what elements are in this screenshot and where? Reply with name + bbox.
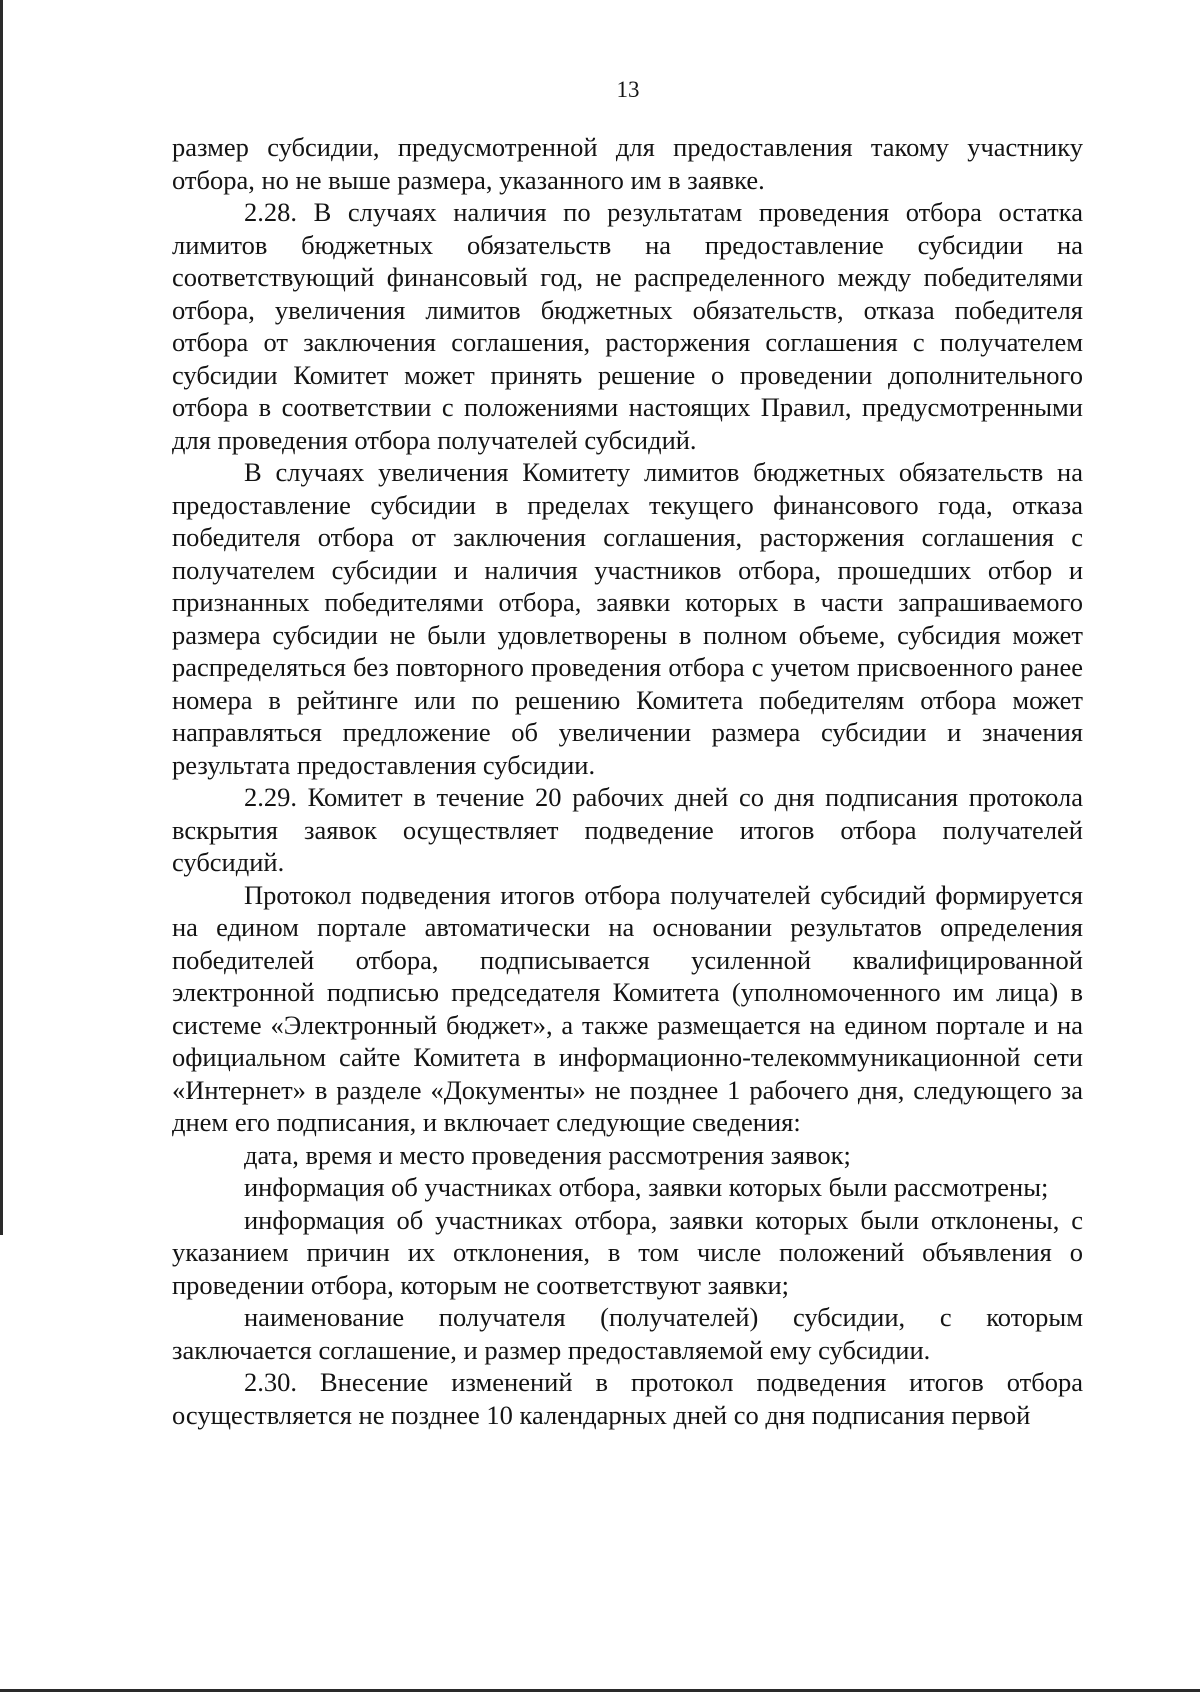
scan-edge-bottom bbox=[0, 1689, 1200, 1692]
paragraph-2-28: 2.28. В случаях наличия по результатам проведения отбора остатка лимитов бюджетных обязательств на предоставление субсидии на соответствующий финансовый год, не распределенного между победителями отбора, увеличения лимитов бюджетных обязательств, отказа победителя отбора от заключения соглашения, расторжения соглашения с получателем субсидии Комитет может принять решение о проведении дополнительного отбора в соответствии с положениями настоящих Правил, предусмотренными для проведения отбора получателей субсидий. bbox=[172, 197, 1083, 455]
document-body bbox=[172, 131, 1083, 1431]
list-item-date-time-place: дата, время и место проведения рассмотрения заявок; bbox=[244, 1139, 851, 1170]
page-number: 13 bbox=[616, 77, 640, 102]
paragraph-2-30: 2.30. Внесение изменений в протокол подведения итогов отбора осуществляется не позднее 10 календарных дней со дня подписания первой bbox=[172, 1367, 1083, 1430]
list-item-reviewed-participants: информация об участниках отбора, заявки которых были рассмотрены; bbox=[244, 1172, 1049, 1202]
paragraph-protocol: Протокол подведения итогов отбора получателей субсидий формируется на едином портале автоматически на основании результатов определения победителей отбора, подписывается усиленной квалифицированной электронной подписью председателя Комитета (уполномоченного им лица) в системе «Электронный бюджет», а также размещается на едином портале и на официальном сайте Комитета в информационно-телекоммуникационной сети «Интернет» в разделе «Документы» не позднее 1 рабочего дня, следующего за днем его подписания, и включает следующие сведения: bbox=[172, 879, 1083, 1137]
list-item-rejected-participants: информация об участниках отбора, заявки которых были отклонены, с указанием причин их отклонения, в том числе положений объявления о проведении отбора, которым не соответствуют заявки; bbox=[172, 1204, 1083, 1300]
list-item-recipient-name: наименование получателя (получателей) субсидии, с которым заключается соглашение, и размер предоставляемой ему субсидии. bbox=[172, 1302, 1083, 1365]
paragraph-continuation: размер субсидии, предусмотренной для предоставления такому участнику отбора, но не выше размера, указанного им в заявке. bbox=[172, 132, 1083, 195]
paragraph-2-29: 2.29. Комитет в течение 20 рабочих дней со дня подписания протокола вскрытия заявок осуществляет подведение итогов отбора получателей субсидий. bbox=[172, 782, 1083, 877]
paragraph-limits-increase: В случаях увеличения Комитету лимитов бюджетных обязательств на предоставление субсидии в пределах текущего финансового года, отказа победителя отбора от заключения соглашения, расторжения соглашения с получателем субсидии и наличия участников отбора, прошедших отбор и признанных победителями отбора, заявки которых в части запрашиваемого размера субсидии не были удовлетворены в полном объеме, субсидия может распределяться без повторного проведения отбора с учетом присвоенного ранее номера в рейтинге или по решению Комитета победителям отбора может направляться предложение об увеличении размера субсидии и значения результата предоставления субсидии. bbox=[172, 457, 1083, 780]
scan-edge-left bbox=[0, 0, 3, 1235]
